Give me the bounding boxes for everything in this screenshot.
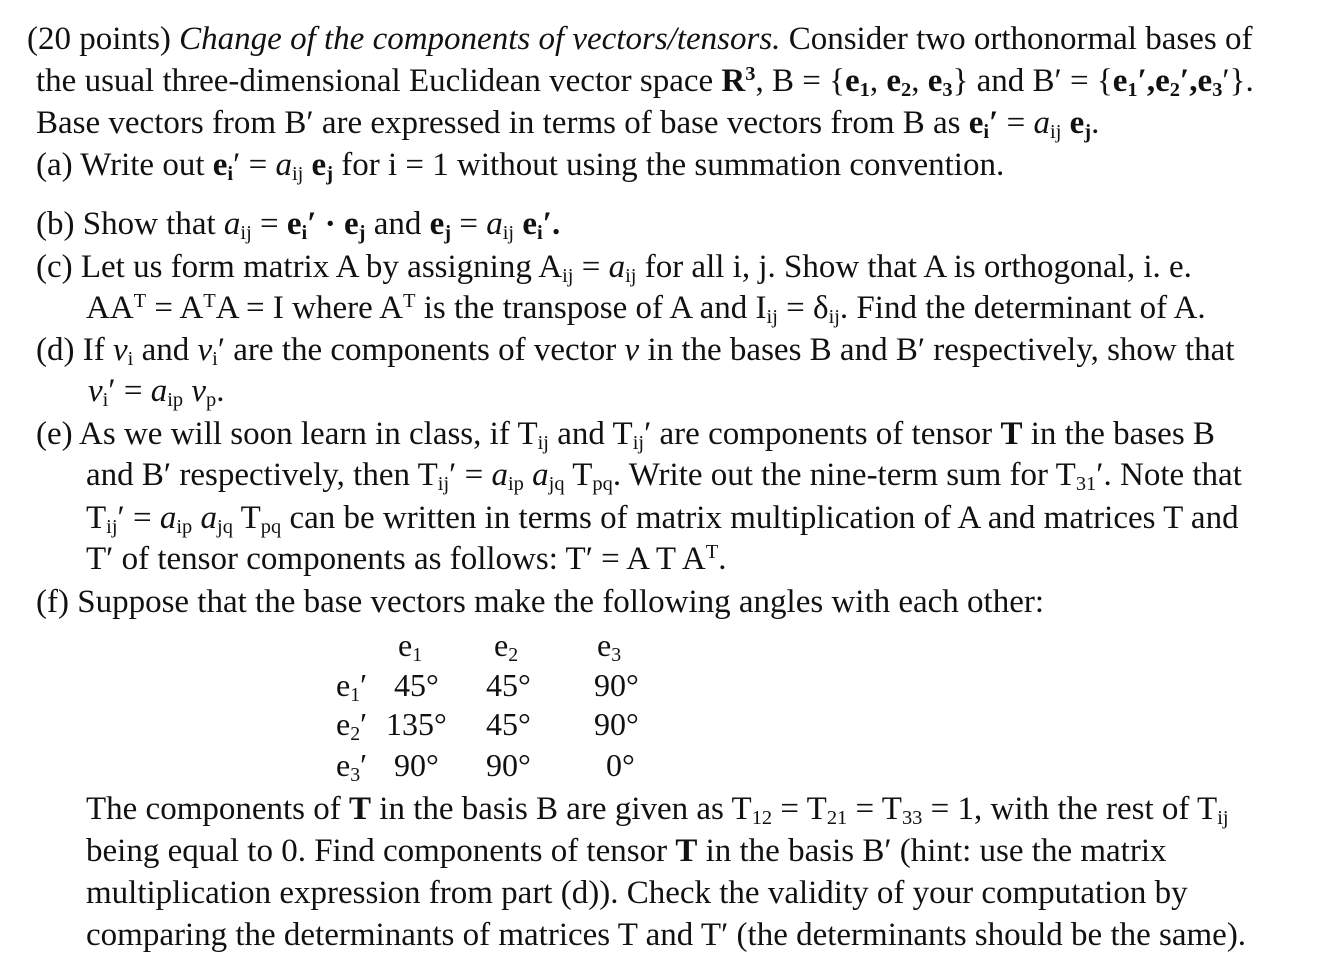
part-f: (f) Suppose that the base vectors make the following angles with each other: (36, 584, 1045, 620)
part-c-line-2: $AA^T = A^TA = I$ where $A^T$ is the transpose of A and $I_{ij} = \delta_{ij}$. Find the determinant of A. (86, 289, 1206, 329)
points-label: (20 points) (27, 21, 171, 57)
part-e-line-1: (e) As we will soon learn in class, if $T_{ij}$ and $T_{ij}'$ are components of tensor T in the bases B (36, 416, 1215, 455)
table-cell: 90° (394, 747, 439, 783)
closing-line-4: comparing the determinants of matrices T and T′ (the determinants should be the same). (86, 917, 1247, 953)
table-cell: 45° (486, 667, 531, 703)
row-header-e3-prime: $e_3'$ (336, 747, 368, 786)
table-cell: 135° (386, 706, 447, 742)
table-cell: 0° (606, 747, 635, 783)
col-header-e1: $e_1$ (398, 627, 423, 666)
part-e-line-4: T′ of tensor components as follows: T′ = A T $A^T$. (86, 540, 727, 577)
part-d-line-2: $v_i' = a_{ip}$ $v_p$. (88, 373, 225, 412)
row-header-e2-prime: $e_2'$ (336, 706, 368, 745)
intro-text: Consider two orthonormal bases of (788, 21, 1253, 57)
part-e-line-3: $T_{ij}' = a_{ip}$ $a_{jq}$ $T_{pq}$ can be written in terms of matrix multiplication of A and matrices T and (86, 500, 1239, 539)
table-cell: 45° (486, 706, 531, 742)
col-header-e2: $e_2$ (494, 627, 519, 666)
part-d-line-1: (d) If $v_i$ and $v_i'$ are the components of vector v in the bases B and B′ respectively, show that (36, 332, 1235, 371)
table-cell: 90° (594, 667, 639, 703)
closing-line-3: multiplication expression from part (d)). Check the validity of your computation by (86, 875, 1188, 911)
col-header-e3: $e_3$ (597, 627, 622, 666)
problem-title: Change of the components of vectors/tensors. (179, 21, 781, 57)
table-cell: 90° (594, 706, 639, 742)
part-c-line-1: (c) Let us form matrix A by assigning $A_{ij} = a_{ij}$ for all i, j. Show that A is orthogonal, i. e. (36, 249, 1192, 288)
table-cell: 45° (394, 667, 439, 703)
problem-header-line-3: Base vectors from B′ are expressed in terms of base vectors from B as $e_i' = a_{ij}$ $e_j$. (36, 105, 1100, 144)
part-b: (b) Show that $a_{ij} = e_i' \cdot e_j$ and $e_j = a_{ij}$ $e_i'$. (36, 206, 561, 245)
part-a: (a) Write out $e_i' = a_{ij}$ $e_j$ for i = 1 without using the summation convention. (36, 147, 1005, 186)
space-symbol: R (721, 63, 746, 99)
closing-line-2: being equal to 0. Find components of tensor T in the basis B′ (hint: use the matrix (86, 833, 1167, 869)
row-header-e1-prime: $e_1'$ (336, 667, 368, 706)
table-cell: 90° (486, 747, 531, 783)
problem-header-line-2: the usual three-dimensional Euclidean vector space $R^3$, $B = \{e_1$, $e_2$, $e_3$} and $B' = \{e_1',e_2',e_3'\}$. (36, 62, 1254, 102)
closing-line-1: The components of T in the basis B are given as $T_{12} = T_{21} = T_{33} = 1$, with the rest of $T_{ij}$ (86, 791, 1229, 830)
part-e-line-2: and B′ respectively, then $T_{ij}' = a_{ip}$ $a_{jq}$ $T_{pq}$. Write out the nine-term sum for $T_{31}'$. Note that (86, 457, 1242, 496)
